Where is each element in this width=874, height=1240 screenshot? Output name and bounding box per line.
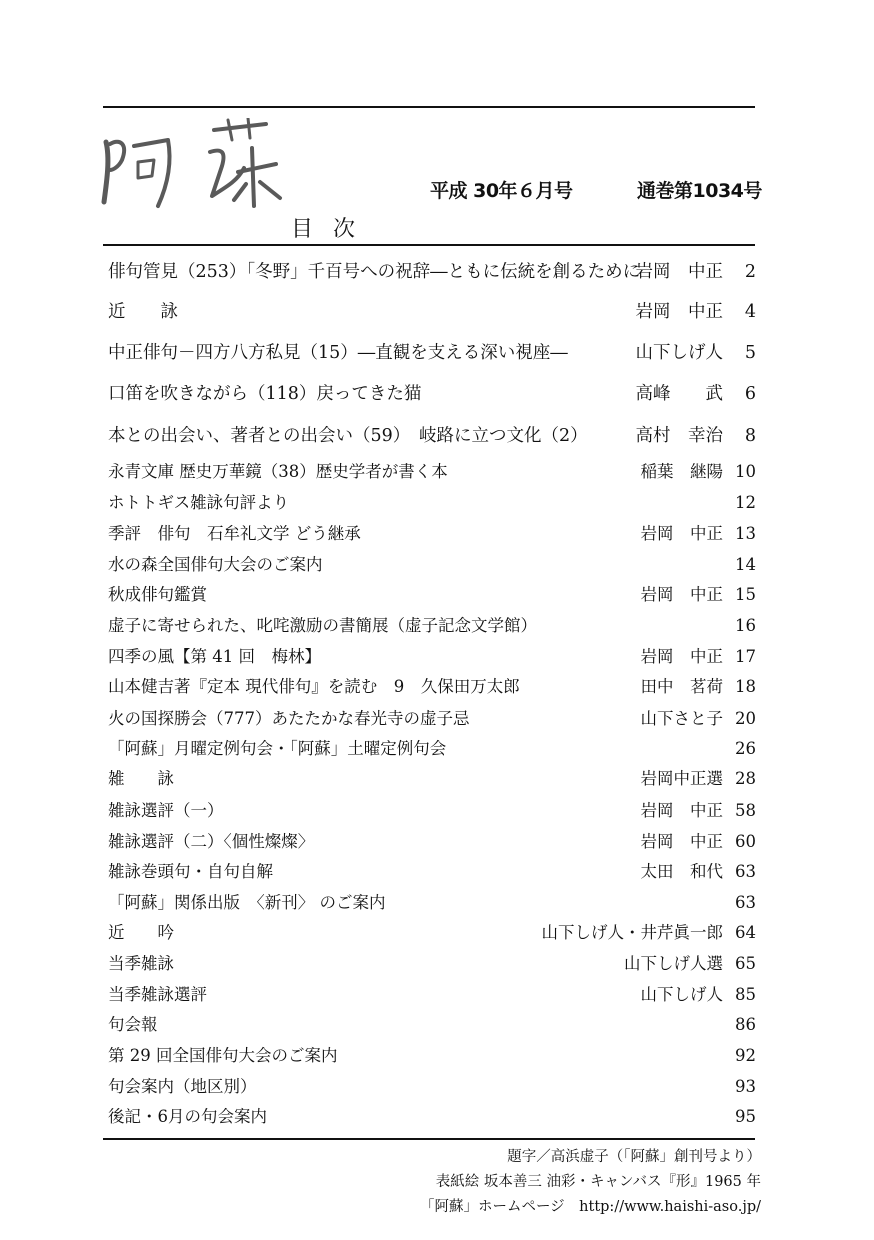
- top-rule: [103, 106, 755, 108]
- toc-page-number: 95: [735, 1107, 756, 1126]
- toc-page-number: 86: [735, 1015, 756, 1034]
- toc-entry[interactable]: [108, 581, 756, 609]
- toc-page-number: 10: [735, 462, 756, 481]
- toc-entry[interactable]: [108, 1011, 756, 1039]
- homepage-link[interactable]: 「阿蘇」ホームページ http://www.haishi-aso.jp/: [419, 1199, 761, 1215]
- toc-page-number: 20: [735, 709, 756, 728]
- toc-title: 俳句管見（253）「冬野」千百号への祝辞―ともに伝統を創るために: [108, 262, 641, 282]
- toc-page-number: 26: [735, 739, 756, 758]
- toc-entry[interactable]: [108, 489, 756, 517]
- toc-author: 岩岡 中正: [635, 302, 723, 322]
- toc-author: 岩岡 中正: [640, 647, 723, 666]
- toc-entry[interactable]: [108, 339, 756, 367]
- toc-page-number: 63: [735, 893, 756, 912]
- toc-page-number: 15: [735, 585, 756, 604]
- toc-page-number: 92: [735, 1046, 756, 1065]
- toc-entry[interactable]: [108, 981, 756, 1009]
- toc-author: 岩岡 中正: [640, 585, 723, 604]
- toc-page-number: 85: [735, 985, 756, 1004]
- toc-page-number: 28: [735, 769, 756, 788]
- toc-page-number: 64: [735, 923, 756, 942]
- toc-title: 「阿蘇」月曜定例句会・「阿蘇」土曜定例句会: [108, 739, 447, 758]
- toc-author: 岩岡 中正: [640, 801, 723, 820]
- toc-title: 「阿蘇」関係出版 〈新刊〉 のご案内: [108, 893, 386, 912]
- toc-page-number: 17: [735, 647, 756, 666]
- toc-title: 雑詠選評（二）〈個性燦燦〉: [108, 832, 315, 851]
- toc-author: 山下しげ人・井芹眞一郎: [541, 923, 723, 942]
- aso-calligraphy-logo: [98, 118, 288, 214]
- toc-author: 山下さと子: [640, 709, 723, 728]
- toc-author: 太田 和代: [640, 862, 723, 881]
- toc-page-number: 93: [735, 1077, 756, 1096]
- toc-entry[interactable]: [108, 643, 756, 671]
- toc-title: 永青文庫 歴史万華鏡（38）歴史学者が書く本: [108, 462, 448, 481]
- toc-author: 山下しげ人: [635, 343, 723, 363]
- toc-entry[interactable]: [108, 380, 756, 408]
- toc-title: 水の森全国俳句大会のご案内: [108, 555, 323, 574]
- toc-entry[interactable]: [108, 705, 756, 733]
- toc-title: 雑詠選評（一）: [108, 801, 224, 820]
- toc-entry[interactable]: [108, 1103, 756, 1131]
- toc-title: 後記・6月の句会案内: [108, 1107, 267, 1126]
- toc-title: 句会案内（地区別）: [108, 1077, 257, 1096]
- toc-title: 雑詠巻頭句・自句自解: [108, 862, 273, 881]
- toc-entry[interactable]: [108, 919, 756, 947]
- toc-entry[interactable]: [108, 1073, 756, 1101]
- toc-author: 稲葉 継陽: [640, 462, 723, 481]
- toc-title: 近 詠: [108, 302, 178, 322]
- toc-page-number: 2: [744, 262, 756, 282]
- toc-author: 岩岡 中正: [640, 832, 723, 851]
- toc-entry[interactable]: [108, 765, 756, 793]
- toc-author: 岩岡 中正: [635, 262, 723, 282]
- toc-page-number: 8: [744, 426, 756, 446]
- toc-title: 季評 俳句 石牟礼文学 どう継承: [108, 524, 361, 543]
- toc-page-number: 16: [735, 616, 756, 635]
- bottom-rule: [103, 1138, 755, 1140]
- toc-entry[interactable]: [108, 1042, 756, 1070]
- toc-entry[interactable]: [108, 950, 756, 978]
- toc-title: 秋成俳句鑑賞: [108, 585, 207, 604]
- toc-title: 当季雑詠: [108, 954, 174, 973]
- toc-title: 近 吟: [108, 923, 174, 942]
- toc-page-number: 6: [744, 384, 756, 404]
- volume-number: 通巻第1034号: [637, 180, 762, 202]
- toc-entry[interactable]: [108, 858, 756, 886]
- toc-title: 当季雑詠選評: [108, 985, 207, 1004]
- toc-author: 田中 茗荷: [640, 677, 723, 696]
- header-rule: [103, 244, 755, 246]
- issue-date: 平成 30年６月号: [430, 180, 573, 202]
- toc-entry[interactable]: [108, 458, 756, 486]
- toc-page-number: 14: [735, 555, 756, 574]
- cover-credit: 表紙絵 坂本善三 油彩・キャンバス『形』1965 年: [435, 1174, 761, 1190]
- toc-title: ホトトギス雑詠句評より: [108, 493, 290, 512]
- toc-page-number: 65: [735, 954, 756, 973]
- toc-page-number: 5: [744, 343, 756, 363]
- toc-page-number: 60: [735, 832, 756, 851]
- toc-title: 山本健吉著『定本 現代俳句』を読む 9 久保田万太郎: [108, 677, 520, 696]
- toc-page-number: 12: [735, 493, 756, 512]
- toc-title: 中正俳句－四方八方私見（15）―直観を支える深い視座―: [108, 343, 568, 363]
- toc-page-number: 58: [735, 801, 756, 820]
- toc-title: 口笛を吹きながら（118）戻ってきた猫: [108, 384, 422, 404]
- calligraphy-credit: 題字／高浜虚子（「阿蘇」創刊号より）: [507, 1149, 761, 1165]
- toc-page-number: 4: [744, 302, 756, 322]
- toc-heading: 目次: [291, 217, 376, 242]
- toc-page-number: 18: [735, 677, 756, 696]
- toc-entry[interactable]: [108, 422, 756, 450]
- toc-entry[interactable]: [108, 520, 756, 548]
- toc-title: 虚子に寄せられた、叱咤激励の書簡展（虚子記念文学館）: [108, 616, 537, 635]
- toc-entry[interactable]: [108, 551, 756, 579]
- toc-title: 句会報: [108, 1015, 158, 1034]
- toc-author: 岩岡 中正: [640, 524, 723, 543]
- toc-entry[interactable]: [108, 889, 756, 917]
- toc-author: 岩岡中正選: [640, 769, 723, 788]
- toc-author: 山下しげ人: [640, 985, 723, 1004]
- toc-entry[interactable]: [108, 735, 756, 763]
- toc-author: 山下しげ人選: [624, 954, 723, 973]
- toc-page-number: 13: [735, 524, 756, 543]
- toc-entry[interactable]: [108, 828, 756, 856]
- toc-title: 雑 詠: [108, 769, 174, 788]
- toc-entry[interactable]: [108, 673, 756, 701]
- toc-title: 第 29 回全国俳句大会のご案内: [108, 1046, 338, 1065]
- toc-title: 本との出会い、著者との出会い（59） 岐路に立つ文化（2）: [108, 426, 588, 446]
- toc-entry[interactable]: [108, 298, 756, 326]
- toc-author: 高村 幸治: [635, 426, 723, 446]
- toc-entry[interactable]: [108, 797, 756, 825]
- toc-title: 四季の風【第 41 回 梅林】: [108, 647, 321, 666]
- toc-title: 火の国探勝会（777）あたたかな春光寺の虚子忌: [108, 709, 470, 728]
- toc-author: 高峰 武: [635, 384, 723, 404]
- toc-entry[interactable]: [108, 612, 756, 640]
- toc-entry[interactable]: [108, 258, 756, 286]
- toc-page-number: 63: [735, 862, 756, 881]
